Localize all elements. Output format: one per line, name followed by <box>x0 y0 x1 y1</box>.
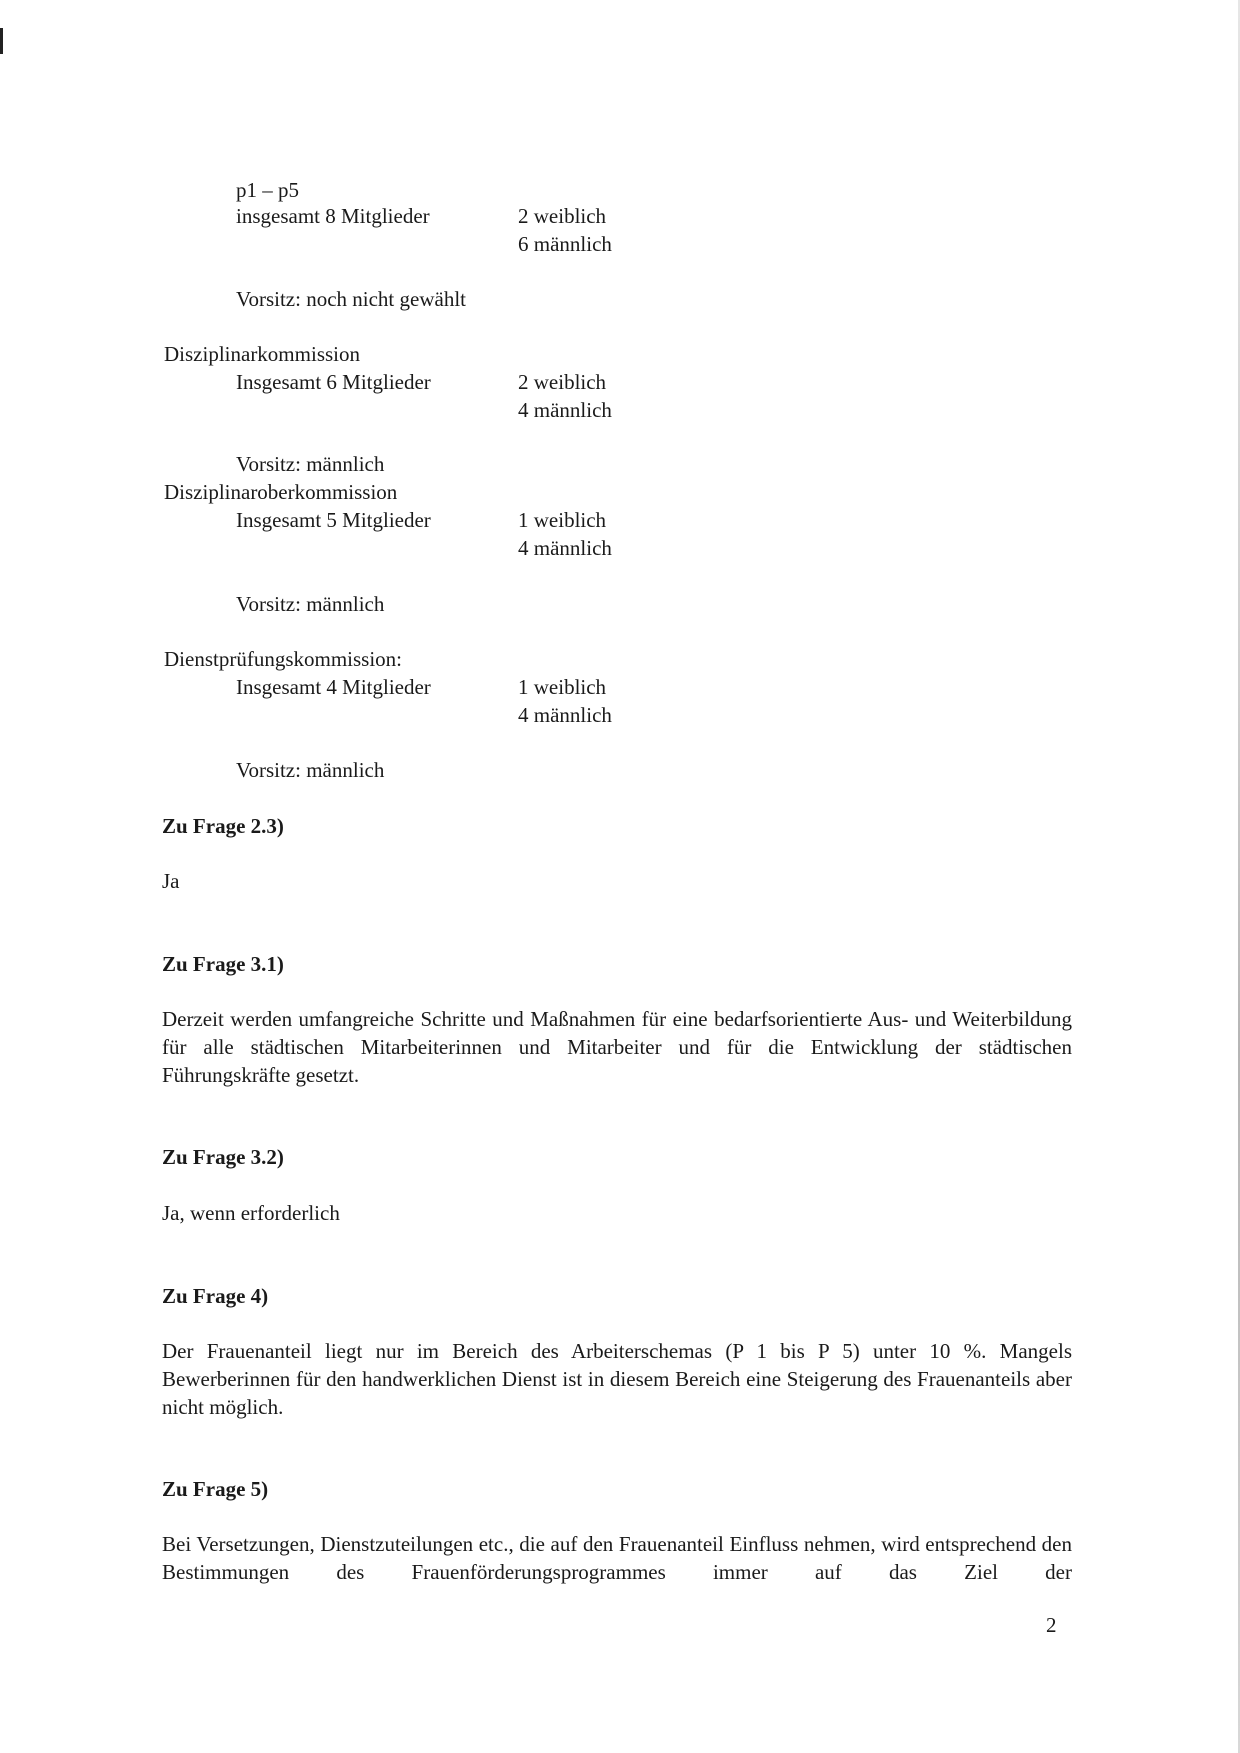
committee-name: Dienstprüfungskommission: <box>164 647 403 671</box>
committee-name: p1 – p5 <box>236 178 299 202</box>
committee-name: Disziplinarkommission <box>164 342 360 366</box>
answer-heading: Zu Frage 4) <box>162 1284 269 1308</box>
committee-chair: Vorsitz: männlich <box>236 452 385 476</box>
committee-chair: Vorsitz: männlich <box>236 758 385 782</box>
answer-text: Derzeit werden umfangreiche Schritte und Maßnahmen für eine bedarfsorientierte Aus- und Weiterbildung für alle städtischen Mitarbeiterinnen und Mitarbeiter und für die Entwicklung der städtischen Führungskräfte gesetzt. <box>162 1007 1072 1087</box>
answer-text: Ja <box>162 869 180 893</box>
committee-total: Insgesamt 6 Mitglieder <box>236 370 431 394</box>
committee-chair: Vorsitz: noch nicht gewählt <box>236 287 466 311</box>
committee-female: 1 weiblich <box>518 508 607 532</box>
committee-chair: Vorsitz: männlich <box>236 592 385 616</box>
answer-text: Der Frauenanteil liegt nur im Bereich des Arbeiterschemas (P 1 bis P 5) unter 10 %. Mangels Bewerberinnen für den handwerklichen Dienst ist in diesem Bereich eine Steigerung des Frauenanteils aber nicht möglich. <box>162 1339 1072 1419</box>
committee-male: 4 männlich <box>518 536 612 560</box>
answer-heading: Zu Frage 2.3) <box>162 814 284 838</box>
committee-male: 4 männlich <box>518 398 612 422</box>
committee-name: Disziplinaroberkommission <box>164 480 398 504</box>
committee-male: 4 männlich <box>518 703 612 727</box>
answer-text: Ja, wenn erforderlich <box>162 1201 340 1225</box>
committee-female: 2 weiblich <box>518 204 607 228</box>
committee-total: insgesamt 8 Mitglieder <box>236 204 430 228</box>
committee-total: Insgesamt 5 Mitglieder <box>236 508 431 532</box>
committee-female: 1 weiblich <box>518 675 607 699</box>
answer-heading: Zu Frage 3.1) <box>162 952 284 976</box>
committee-male: 6 männlich <box>518 232 612 256</box>
committee-female: 2 weiblich <box>518 370 607 394</box>
answer-text: Bei Versetzungen, Dienstzuteilungen etc., die auf den Frauenanteil Einfluss nehmen, wird entsprechend den Bestimmungen des Frauenförderungsprogrammes immer auf das Ziel der <box>162 1532 1072 1584</box>
answer-heading: Zu Frage 5) <box>162 1477 269 1501</box>
page-number: 2 <box>1046 1613 1057 1637</box>
scan-artifact-left <box>0 28 3 54</box>
committee-total: Insgesamt 4 Mitglieder <box>236 675 431 699</box>
answer-heading: Zu Frage 3.2) <box>162 1145 284 1169</box>
